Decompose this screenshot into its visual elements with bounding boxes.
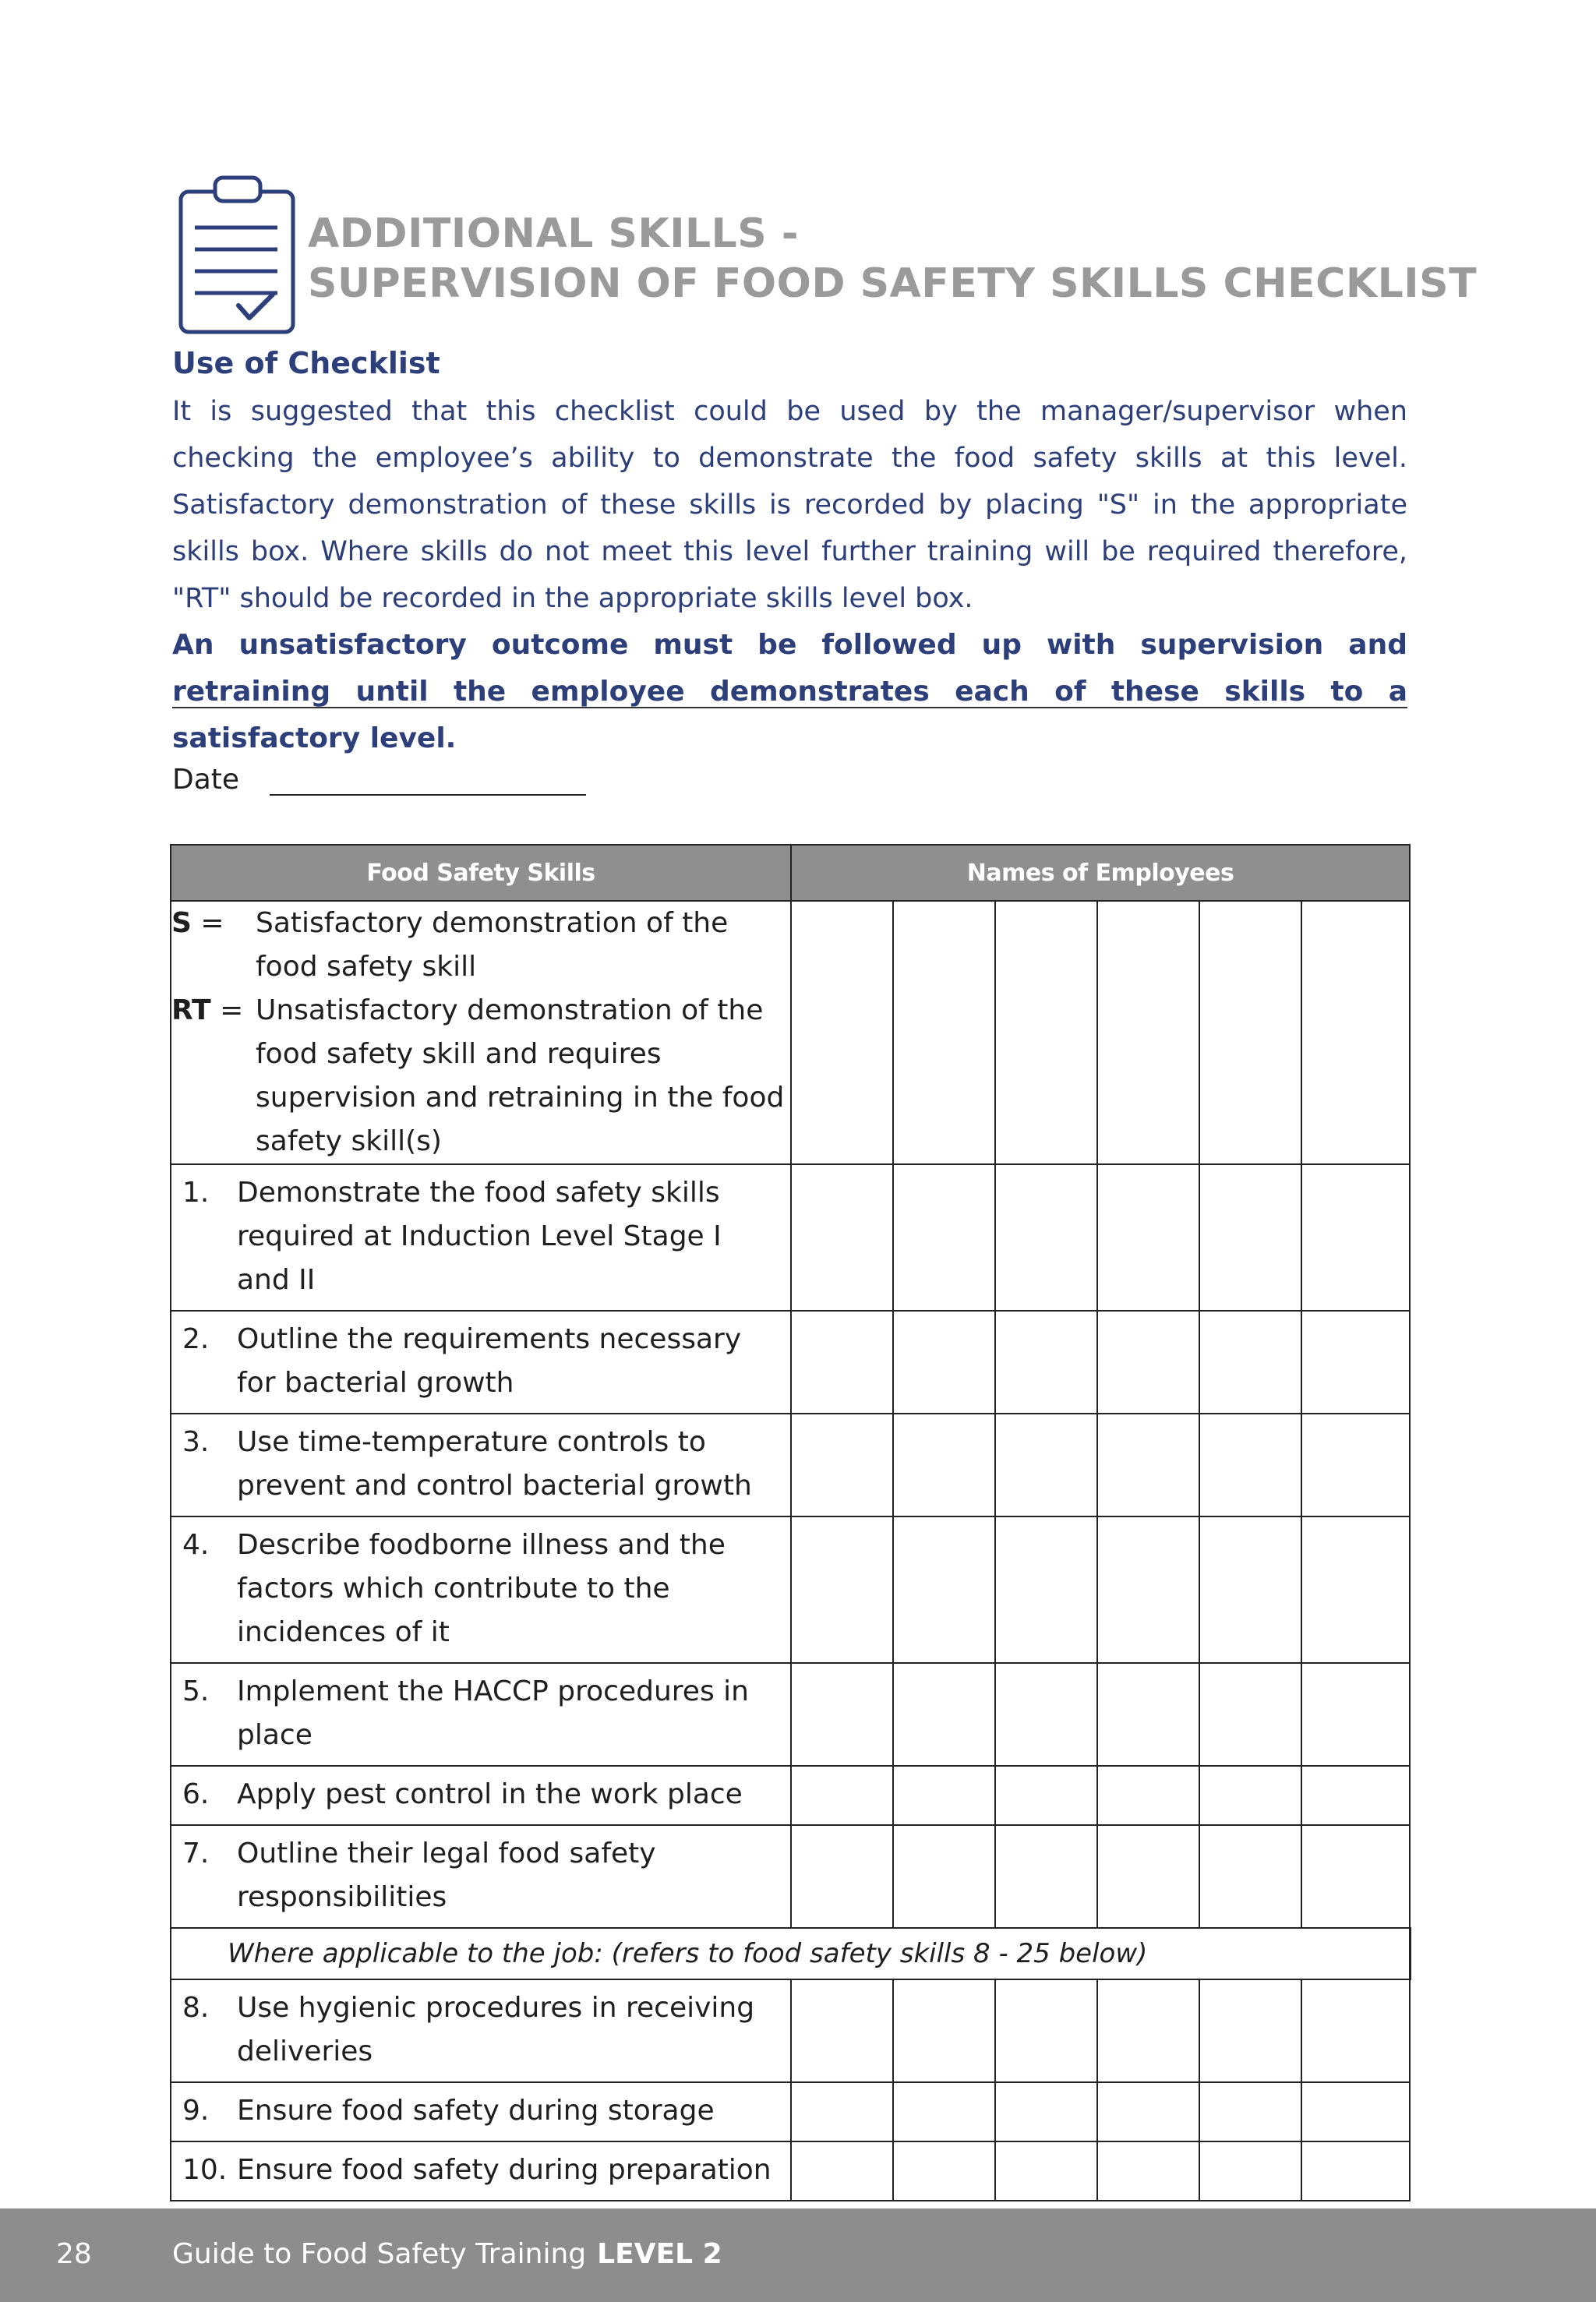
employee-cell[interactable]	[1301, 2082, 1410, 2141]
clipboard-checklist-icon	[178, 175, 296, 335]
intro-section	[172, 343, 1407, 762]
employee-cell[interactable]	[1301, 1311, 1410, 1414]
skill-row	[171, 2141, 1410, 2201]
employee-cell[interactable]	[995, 1516, 1097, 1663]
skill-row	[171, 1311, 1410, 1414]
employee-cell[interactable]	[1097, 1164, 1199, 1311]
employee-cell[interactable]	[791, 1414, 893, 1516]
skill-row	[171, 1766, 1410, 1825]
intro-bold-paragraph: An unsatisfactory outcome must be followed up with supervision and retraining until the employee demonstrates each of these skills to a satisfactory level.	[172, 629, 1407, 754]
skill-text: Apply pest control in the work place	[237, 1778, 743, 1810]
employee-cell[interactable]	[1301, 1825, 1410, 1928]
employee-cell[interactable]	[1097, 1825, 1199, 1928]
skill-number: 4.	[182, 1529, 210, 1561]
table-header-row	[171, 845, 1410, 901]
skill-text: Use time-temperature controls to prevent and control bacterial growth	[237, 1426, 752, 1502]
skill-text: Outline the requirements necessary for bacterial growth	[237, 1323, 742, 1399]
skill-row	[171, 1414, 1410, 1516]
employee-cell[interactable]	[1301, 1414, 1410, 1516]
employee-cell[interactable]	[1199, 1766, 1301, 1825]
legend-eq: =	[191, 907, 224, 939]
guide-level: LEVEL 2	[597, 2238, 722, 2270]
employee-cell[interactable]	[893, 1766, 995, 1825]
skill-text: Outline their legal food safety responsibilities	[237, 1838, 656, 1913]
skill-cell	[171, 2141, 791, 2201]
date-field-line[interactable]	[270, 794, 586, 796]
footer-title	[172, 2238, 722, 2270]
guide-title: Guide to Food Safety Training	[172, 2238, 587, 2270]
employee-cell[interactable]	[1097, 1414, 1199, 1516]
employee-cell[interactable]	[1097, 1979, 1199, 2082]
skill-text: Implement the HACCP procedures in place	[237, 1675, 749, 1751]
employee-cell[interactable]	[1097, 901, 1199, 1164]
employee-cell[interactable]	[995, 2082, 1097, 2141]
employee-cell[interactable]	[791, 1516, 893, 1663]
skill-number: 1.	[182, 1177, 210, 1209]
legend-eq: =	[210, 994, 244, 1026]
employee-cell[interactable]	[791, 1766, 893, 1825]
skill-row	[171, 2082, 1410, 2141]
skill-text: Demonstrate the food safety skills required at Induction Level Stage I and II	[237, 1177, 722, 1296]
skill-cell	[171, 1766, 791, 1825]
employee-cell[interactable]	[1301, 901, 1410, 1164]
employee-cell[interactable]	[1199, 2082, 1301, 2141]
employee-cell[interactable]	[1199, 1164, 1301, 1311]
skill-number: 10.	[182, 2154, 228, 2186]
page-title	[308, 209, 1478, 309]
legend-cell	[171, 901, 791, 1164]
divider	[172, 707, 1407, 708]
skill-cell	[171, 1164, 791, 1311]
employee-cell[interactable]	[1097, 2082, 1199, 2141]
intro-heading: Use of Checklist	[172, 346, 440, 380]
employee-cell[interactable]	[791, 901, 893, 1164]
employee-cell[interactable]	[893, 1311, 995, 1414]
page-number: 28	[56, 2238, 92, 2270]
skill-cell	[171, 1414, 791, 1516]
employee-cell[interactable]	[1199, 901, 1301, 1164]
employee-cell[interactable]	[893, 1414, 995, 1516]
date-label: Date	[172, 764, 240, 796]
employee-cell[interactable]	[791, 1164, 893, 1311]
employee-cell[interactable]	[1097, 1663, 1199, 1766]
employee-cell[interactable]	[995, 901, 1097, 1164]
employee-cell[interactable]	[893, 2082, 995, 2141]
skill-row	[171, 1979, 1410, 2082]
employee-cell[interactable]	[1199, 1825, 1301, 1928]
employee-cell[interactable]	[1301, 1516, 1410, 1663]
employee-cell[interactable]	[1097, 2141, 1199, 2201]
employee-cell[interactable]	[791, 2082, 893, 2141]
skill-row	[171, 1825, 1410, 1928]
employee-cell[interactable]	[791, 2141, 893, 2201]
employee-cell[interactable]	[1301, 1164, 1410, 1311]
skill-text: Ensure food safety during preparation	[237, 2154, 772, 2186]
employee-cell[interactable]	[995, 1663, 1097, 1766]
employee-cell[interactable]	[893, 901, 995, 1164]
employee-cell[interactable]	[1199, 1663, 1301, 1766]
legend-definition: Unsatisfactory demonstration of the food safety skill and requires supervision and retraining in the food safety skill(s)	[256, 994, 785, 1157]
employee-cell[interactable]	[995, 1766, 1097, 1825]
note-text: Where applicable to the job: (refers to food safety skills 8 - 25 below)	[228, 1938, 1148, 1969]
col-header-employees: Names of Employees	[791, 845, 1410, 901]
employee-cell[interactable]	[1199, 2141, 1301, 2201]
skill-number: 2.	[182, 1323, 210, 1355]
title-line-2: SUPERVISION OF FOOD SAFETY SKILLS CHECKLIST	[308, 260, 1478, 307]
employee-cell[interactable]	[1301, 1979, 1410, 2082]
col-header-skills: Food Safety Skills	[171, 845, 791, 901]
employee-cell[interactable]	[995, 1164, 1097, 1311]
skill-row	[171, 1516, 1410, 1663]
employee-cell[interactable]	[791, 1979, 893, 2082]
employee-cell[interactable]	[1301, 2141, 1410, 2201]
employee-cell[interactable]	[1199, 1414, 1301, 1516]
legend-definition: Satisfactory demonstration of the food safety skill	[256, 907, 729, 983]
skill-cell	[171, 1311, 791, 1414]
legend-rt	[171, 989, 790, 1163]
skill-row	[171, 1164, 1410, 1311]
skill-number: 5.	[182, 1675, 210, 1707]
skill-number: 3.	[182, 1426, 210, 1458]
employee-cell[interactable]	[791, 1825, 893, 1928]
skill-cell	[171, 1516, 791, 1663]
employee-cell[interactable]	[995, 1825, 1097, 1928]
intro-paragraph: It is suggested that this checklist could be used by the manager/supervisor when checking the employee’s ability to demonstrate the food safety skills at this level. Satisfactory demonstration of these skills is recorded by placing "S" in the appropriate skills box. Where skills do not meet this level further training will be required therefore, "RT" should be recorded in the appropriate skills level box.	[172, 396, 1407, 614]
skill-cell	[171, 1825, 791, 1928]
employee-cell[interactable]	[1199, 1516, 1301, 1663]
employee-cell[interactable]	[995, 1979, 1097, 2082]
skill-text: Ensure food safety during storage	[237, 2095, 715, 2127]
employee-cell[interactable]	[893, 1516, 995, 1663]
employee-cell[interactable]	[1097, 1516, 1199, 1663]
employee-cell[interactable]	[1301, 1663, 1410, 1766]
skill-number: 9.	[182, 2095, 210, 2127]
title-line-1: ADDITIONAL SKILLS -	[308, 210, 799, 257]
skill-text: Describe foodborne illness and the factors which contribute to the incidences of it	[237, 1529, 726, 1648]
skill-number: 7.	[182, 1838, 210, 1869]
skills-checklist-table	[170, 844, 1411, 2201]
employee-cell[interactable]	[1199, 1979, 1301, 2082]
employee-cell[interactable]	[893, 1164, 995, 1311]
legend-s	[171, 902, 790, 989]
skill-cell	[171, 1979, 791, 2082]
skill-number: 8.	[182, 1992, 210, 2024]
legend-key: RT	[171, 994, 211, 1026]
employee-cell[interactable]	[893, 1979, 995, 2082]
legend-row	[171, 901, 1410, 1164]
skill-row	[171, 1663, 1410, 1766]
employee-cell[interactable]	[995, 2141, 1097, 2201]
employee-cell[interactable]	[791, 1663, 893, 1766]
employee-cell[interactable]	[893, 2141, 995, 2201]
employee-cell[interactable]	[1097, 1766, 1199, 1825]
skill-cell	[171, 2082, 791, 2141]
note-row	[171, 1928, 1410, 1979]
skill-text: Use hygienic procedures in receiving deliveries	[237, 1992, 755, 2067]
employee-cell[interactable]	[791, 1311, 893, 1414]
skill-number: 6.	[182, 1778, 210, 1810]
employee-cell[interactable]	[995, 1414, 1097, 1516]
employee-cell[interactable]	[893, 1825, 995, 1928]
skill-cell	[171, 1663, 791, 1766]
employee-cell[interactable]	[1301, 1766, 1410, 1825]
legend-key: S	[171, 907, 192, 939]
employee-cell[interactable]	[995, 1311, 1097, 1414]
employee-cell[interactable]	[1199, 1311, 1301, 1414]
employee-cell[interactable]	[893, 1663, 995, 1766]
page-footer	[0, 2208, 1596, 2302]
employee-cell[interactable]	[1097, 1311, 1199, 1414]
